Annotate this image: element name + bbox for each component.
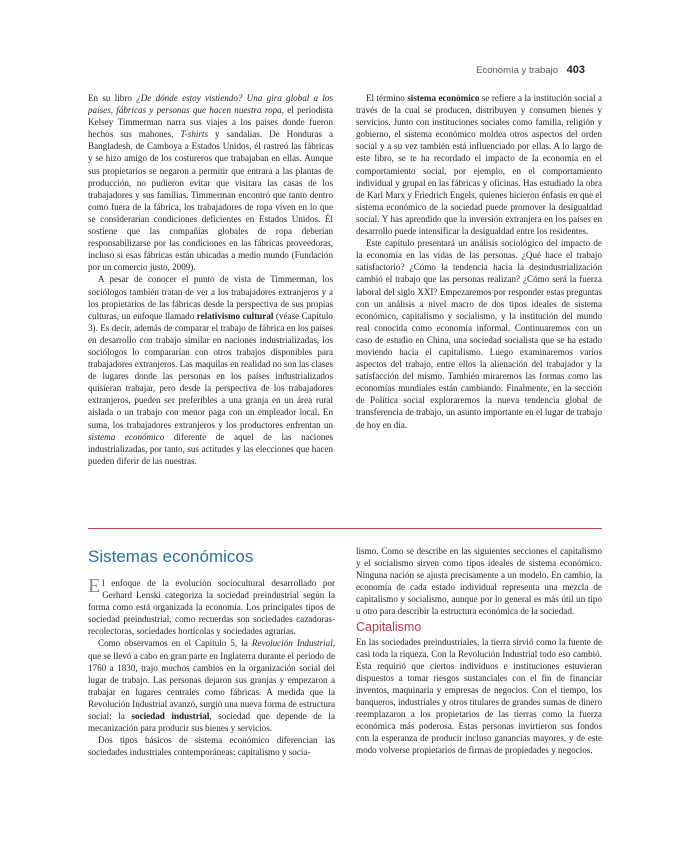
- intro-paragraph-1: [88, 92, 333, 273]
- text-run: y sandalias. De Honduras a Bangladesh, de Camboya a Estados Unidos, él rastreó las fábricas y se hizo amigo de los costureros que trabajaban en ellas. Aunque sus propietarios se negaron a permitir que entrara a las plantas de producción, no pudieron evitar que visitara las casas de los trabajadores y sus familias. Timmerman encontró que tanto dentro como fuera de la fábrica, los trabajadores de ropa viven en lo que se considerarían condiciones deficientes en Estados Unidos. Él sostiene que las compañías globales de ropa deberían responsabilizarse por las condiciones en las fábricas proveedoras, incluso si esas fábricas están ubicadas a medio mundo (Fundación por un comercio justo, 2009).: [88, 129, 333, 273]
- book-title: ¿De dónde estoy vistiendo? Una gira global a los países, fábricas y personas que hacen nuestra ropa: [88, 93, 333, 116]
- page-number: 403: [566, 64, 585, 76]
- running-header-section: Economía y trabajo: [476, 65, 558, 76]
- subheading-capitalismo: Capitalismo: [356, 619, 422, 634]
- section-paragraph-3: Dos tipos básicos de sistema económico diferencian las sociedades industriales contemporáneas: capitalismo y socia-: [88, 735, 335, 758]
- italic-term: Revolución Industrial: [251, 638, 333, 649]
- text-run: diferente de aquel de las naciones industrializadas, por tanto, sus actitudes y las elecciones que hacen pueden diferir de las nuestras.: [88, 431, 333, 466]
- top-right-column: [356, 92, 602, 431]
- text-run: , que se llevó a cabo en gran parte en Inglaterra durante el periodo de 1760 a 1830, trajo muchos cambios en la organización social del lugar de trabajo. Las personas dejaron sus granjas y empezaron a trabajar en lugares centrales como fábricas. A medida que la Revolución Industrial avanzó, surgió una nueva forma de estructura social: la: [88, 638, 336, 722]
- section-paragraph-3-continued: lismo. Como se describe en las siguientes secciones el capitalismo y el socialismo sirven como tipos ideales de sistema económico. Ninguna nación se ajusta precisamente a un modelo. En cambio, la economía de cada estado individual representa una mezcla de capitalismo y socialismo, aunque por lo general es más útil un tipo u otro para describir la estructura económica de la sociedad.: [356, 546, 602, 617]
- section-left-column: [88, 545, 335, 758]
- intro-paragraph-4: Este capítulo presentará un análisis sociológico del impacto de la economía en las vidas de las personas. ¿Qué hace el trabajo satisfactorio? ¿Cómo la tendencia hacia la desindustrialización cambió el trabajo que las personas realizan? ¿Cómo será la fuerza laboral del siglo XXI? Empezaremos por responder estas preguntas con un análisis a nivel macro de dos tipos ideales de sistema económico, capitalismo y socialismo, y la institución del mundo real conocida como economía informal. Continuaremos con un caso de estudio en China, una sociedad socialista que se ha estado moviendo hacia el capitalismo. Luego examinaremos varios aspectos del trabajo, entre ellos la alienación del trabajador y la satisfacción del mismo. También miraremos las formas como las economías mundiales están cambiando. Finalmente, en la sección de Política social exploraremos la nueva tendencia global de transferencia de trabajo, un asunto importante en el lugar de trabajo de hoy en día.: [356, 238, 602, 430]
- text-run: , el periodista Kelsey Timmerman narra sus viajes a los países donde fueron hechos sus mahones,: [88, 105, 334, 140]
- section-divider: [88, 528, 602, 529]
- italic-term: T-shirts: [180, 129, 209, 140]
- section-right-column: [356, 545, 602, 757]
- key-term: sistema económico: [407, 93, 480, 103]
- text-run: , sociedad que depende de la mecanización para producir sus bienes y servicios.: [88, 711, 335, 734]
- italic-term: sistema económico: [88, 431, 165, 442]
- section-paragraph-2: [88, 637, 335, 734]
- key-term: relativismo cultural: [196, 310, 274, 321]
- intro-paragraph-3: [356, 92, 602, 237]
- intro-paragraph-2: [88, 273, 333, 467]
- section-heading: Sistemas económicos: [88, 547, 254, 566]
- top-left-column: [88, 92, 333, 467]
- key-term: sociedad industrial: [131, 711, 210, 722]
- text-run: Como observamos en el Capítulo 5, la: [98, 638, 252, 649]
- section-paragraph-4: En las sociedades preindustriales, la tierra sirvió como la fuente de casi toda la riqueza. Con la Revolución Industrial todo eso cambió. Esta requirió que ciertos individuos e instituciones estuvieran dispuestos a tomar riesgos sustanciales con el fin de financiar inventos, maquinaria y empresas de negocios. Con el tiempo, los banqueros, industriales y otros titulares de grandes sumas de dinero reemplazaron a los propietarios de las tierras como la fuerza económica más poderosa. Estas personas invirtieron sus fondos con la esperanza de producir incluso ganancias mayores, y de este modo volverse propietarios de firmas de propiedades y negocios.: [356, 636, 602, 756]
- text-run: En su libro: [88, 93, 137, 103]
- text-run: (véase Capítulo 3). Es decir, además de comparar el trabajo de fábrica en los países en desarrollo con trabajo similar en naciones industrializadas, los sociólogos lo compararían con otros trabajos disponibles para trabajadores extranjeros. Las maquilas en realidad no son las clases de lugares donde las personas en los países industrializados quisieran trabajar, pero desde la perspectiva de los trabajadores extranjeros, pueden ser preferibles a una granja en un área rural aislada o un trabajo con menor paga con un empleador local. En suma, los trabajadores extranjeros y los productores enfrentan un: [88, 310, 333, 430]
- drop-cap: E: [88, 575, 101, 597]
- text-run: El término: [366, 93, 408, 103]
- text-run: l enfoque de la evolución sociocultural desarrollado por Gerhard Lenski categoriza la sociedad preindustrial según la forma como está organizada la economía. Los principales tipos de sociedad preindustrial, como recuerdas son sociedades cazadoras-recolectoras, sociedades hortícolas y sociedades agrarias.: [88, 578, 335, 637]
- section-paragraph-1: [88, 577, 335, 637]
- text-run: A pesar de conocer el punto de vista de Timmerman, los sociólogos también tratan de ver a los trabajadores extranjeros y a los propietarios de las fábricas desde la perspectiva de sus propias culturas, un enfoque llamado: [88, 274, 333, 321]
- text-run: se refiere a la institución social a través de la cual se producen, distribuyen y consumen bienes y servicios. Junto con instituciones sociales como familia, religión y gobierno, el sistema económico moldea otros aspectos del orden social y a su vez también está influenciado por ellas. A lo largo de este libro, se te ha recordado el impacto de la economía en el comportamiento social, por ejemplo, en el comportamiento individual y grupal en las fábricas y oficinas. Has estudiado la obra de Karl Marx y Friedrich Engels, quienes hicieron énfasis en que el sistema económico de la sociedad puede promover la desigualdad social. Y has aprendido que la inversión extranjera en los países en desarrollo puede intensificar la desigualdad entre los residentes.: [356, 93, 602, 237]
- running-header: [476, 64, 585, 76]
